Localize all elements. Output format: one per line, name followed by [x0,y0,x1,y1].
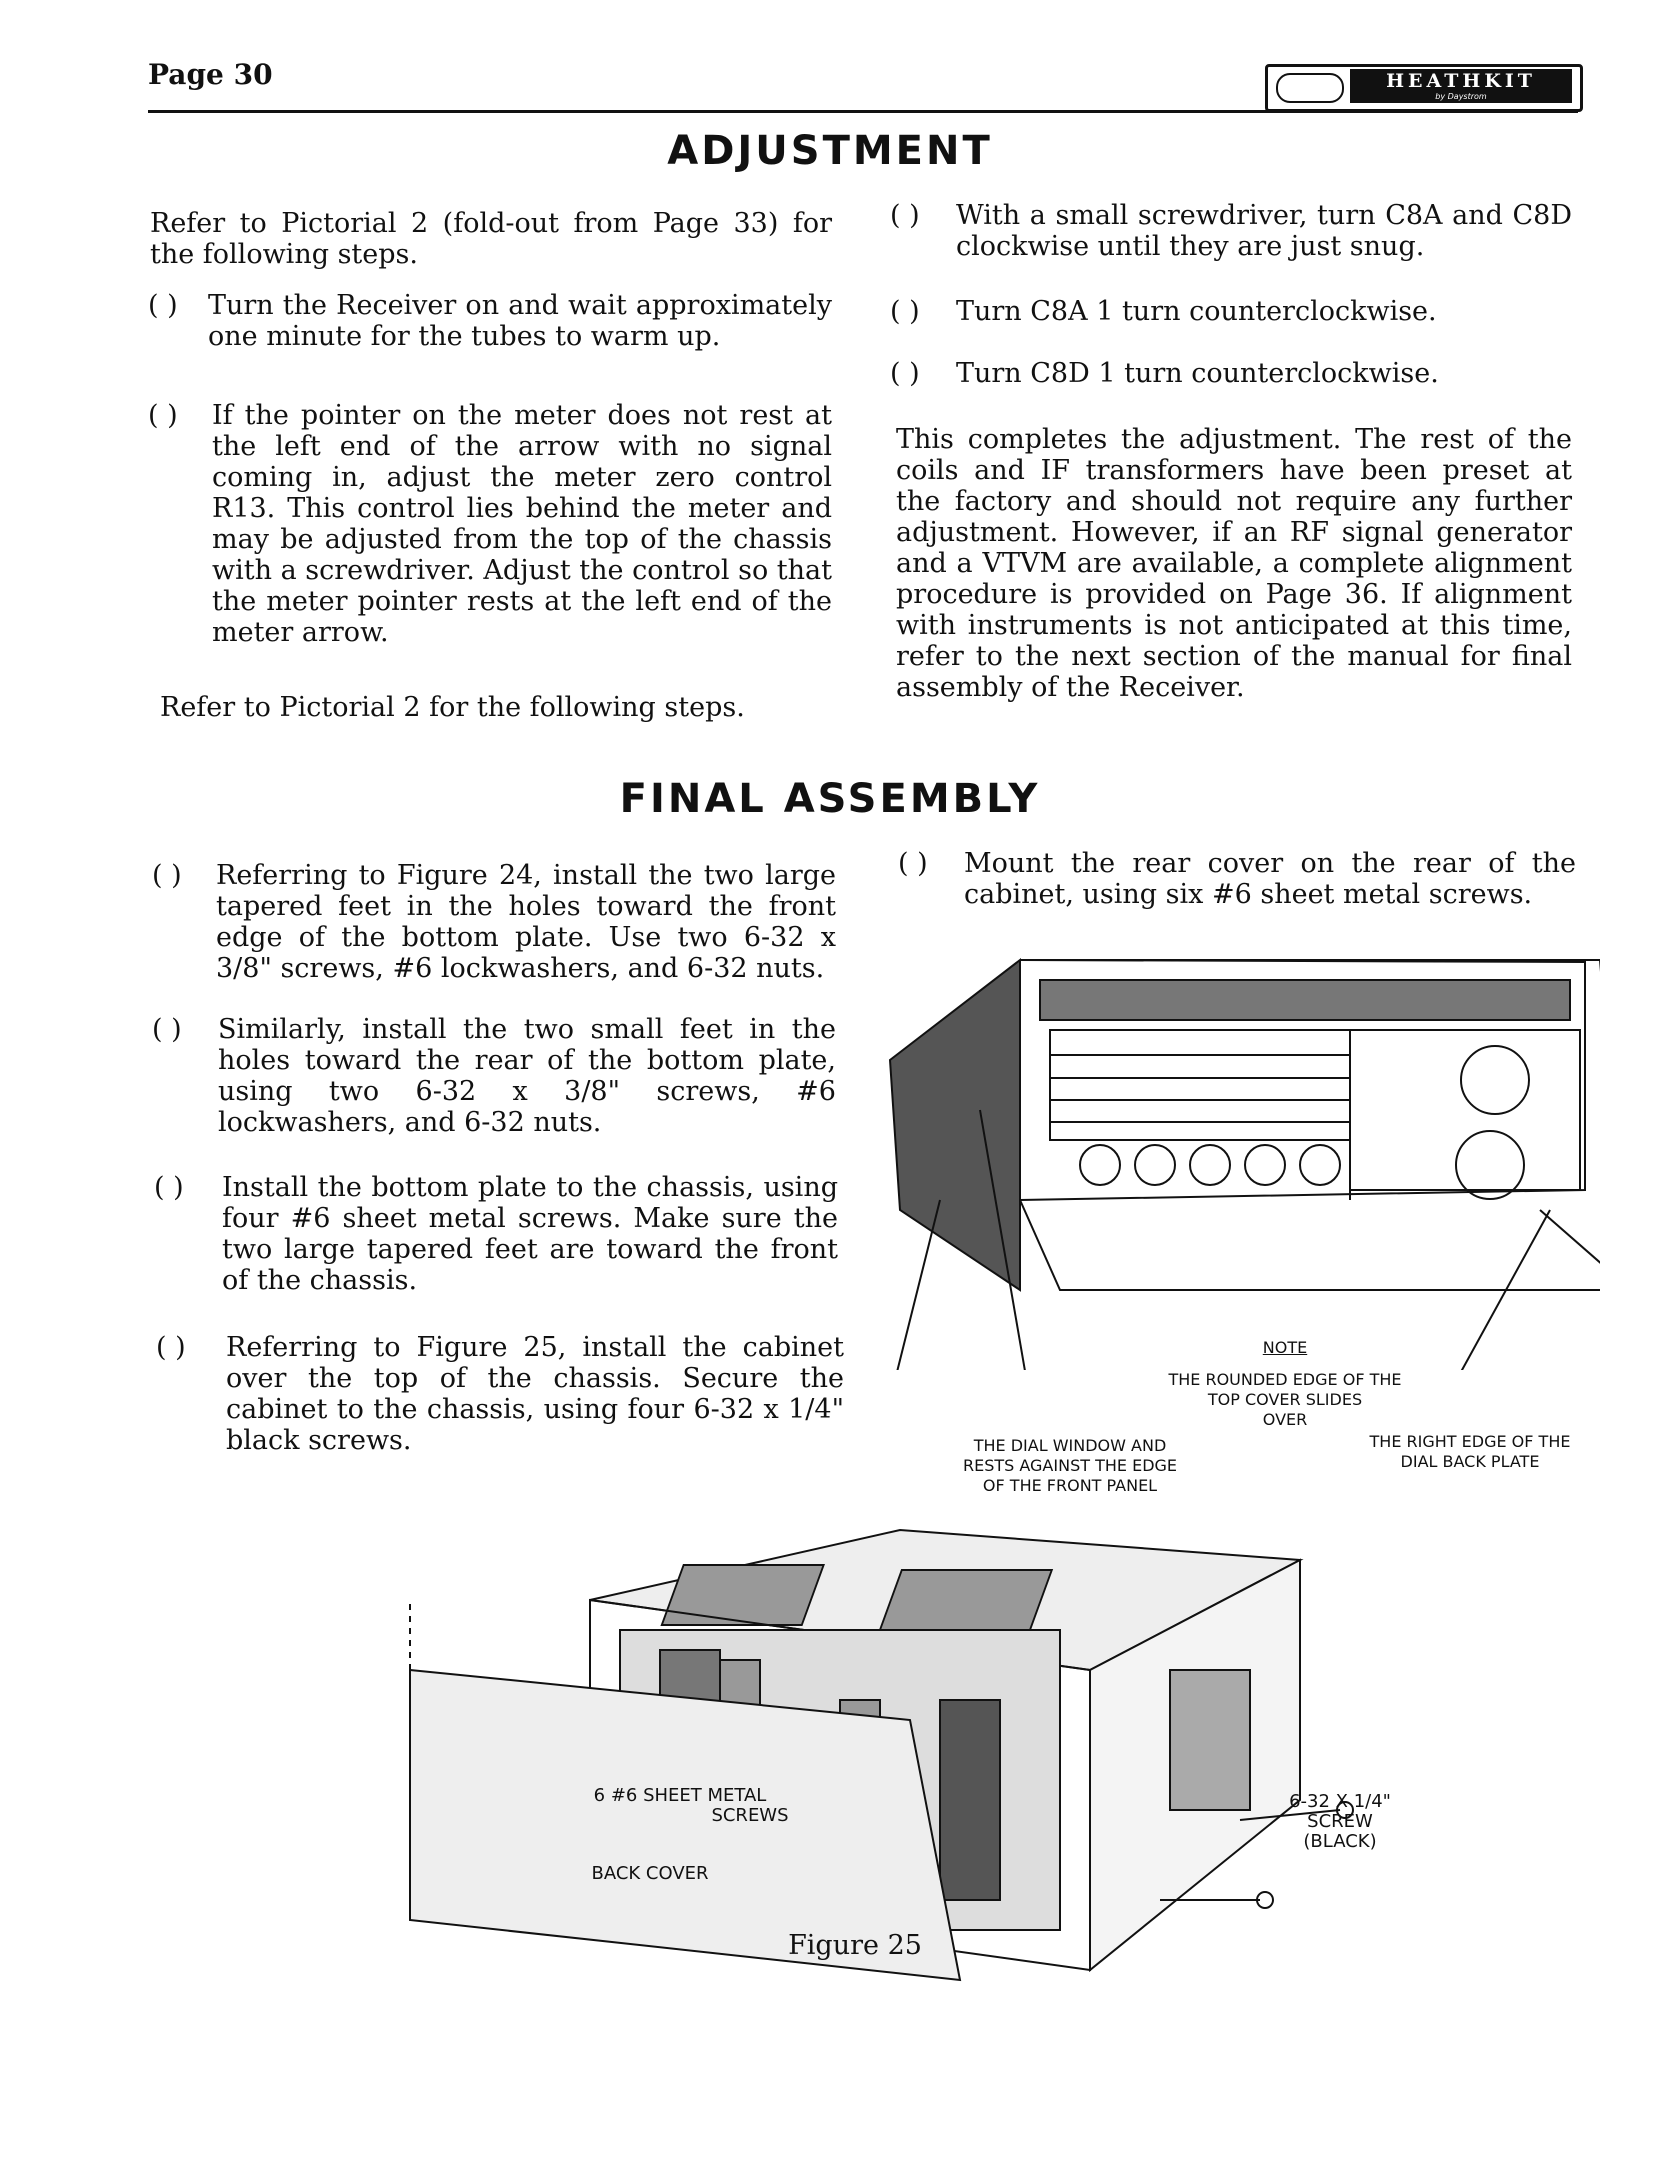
dial-panel-illustration [880,950,1600,1370]
checkbox-mark[interactable]: ( ) [890,358,920,389]
knob-icon [1456,1131,1524,1199]
figure-caption: Figure 25 [788,1930,922,1961]
adjustment-completion: This completes the adjustment. The rest of the coils and IF transformers have been preset at the factory and should not require any further adjustment. However, if an RF signal generator and a VTVM are available, a complete alignment procedure is provided on Page 36. If alignment with instruments is not anticipated at this time, refer to the next section of the manual for final assembly of the Receiver. [896,424,1572,703]
receiver-back-cover-illustration [400,1520,1420,2040]
top-cover-edge [1040,980,1570,1020]
note-line-2: TOP COVER SLIDES [1207,1390,1363,1409]
adjustment-step-1: ( ) Turn the Receiver on and wait approximately one minute for the tubes to warm up. [148,290,832,352]
knob-icon [1190,1145,1230,1185]
final-step-4: ( ) Referring to Figure 25, install the cabinet over the top of the chassis. Secure the cabinet to the chassis, using four 6-32 x 1/4" black screws. [156,1332,844,1456]
adjustment-outro: Refer to Pictorial 2 for the following steps. [160,692,745,723]
checkbox-mark[interactable]: ( ) [152,860,182,891]
final-step-1: ( ) Referring to Figure 24, install the two large tapered feet in the holes toward the front edge of the bottom plate. Use two 6-32 x 3/8" screws, #6 lockwashers, and 6-32 nuts. [152,860,836,984]
checkbox-mark[interactable]: ( ) [156,1332,186,1363]
dial-window-label-2: RESTS AGAINST THE EDGE [962,1456,1178,1475]
final-assembly-heading: FINAL ASSEMBLY [619,776,1041,822]
checkbox-mark[interactable]: ( ) [890,200,920,231]
note-line-1: THE ROUNDED EDGE OF THE [1168,1370,1402,1389]
page-number: Page 30 [148,58,273,91]
checkbox-mark[interactable]: ( ) [154,1172,184,1203]
side-vent [1170,1670,1250,1810]
final-step-2: ( ) Similarly, install the two small feet in the holes toward the rear of the bottom plate, using two 6-32 x 3/8" screws, #6 lockwashers, and 6-32 nuts. [152,1014,836,1138]
dial-back-plate-label-2: DIAL BACK PLATE [1400,1452,1540,1471]
checkbox-mark[interactable]: ( ) [898,848,928,879]
final-step-3: ( ) Install the bottom plate to the chassis, using four #6 sheet metal screws. Make sure the two large tapered feet are toward the front of the chassis. [154,1172,838,1296]
checkbox-mark[interactable]: ( ) [152,1014,182,1045]
adjustment-step-3: ( ) With a small screwdriver, turn C8A and C8D clockwise until they are just snug. [890,200,1572,262]
knob-icon [1080,1145,1120,1185]
dial-window-label-3: OF THE FRONT PANEL [982,1476,1158,1495]
note-title: NOTE [1262,1338,1308,1357]
logo-emblem-icon [1276,73,1344,103]
note-line-3: OVER [1262,1410,1308,1429]
logo-text: HEATHKIT by Daystrom [1350,69,1572,103]
adjustment-step-4: ( ) Turn C8A 1 turn counterclockwise. [890,296,1437,327]
black-screw-label-1: 6-32 X 1/4" [1289,1791,1391,1812]
dial-back-plate-label-1: THE RIGHT EDGE OF THE [1369,1432,1571,1451]
knob-icon [1245,1145,1285,1185]
cabinet-side-panel [890,960,1020,1290]
black-screw-label-3: (BLACK) [1303,1831,1377,1852]
sheet-metal-screws-label-1: 6 #6 SHEET METAL [593,1785,767,1806]
checkbox-mark[interactable]: ( ) [890,296,920,327]
header-rule [148,110,1578,113]
knob-icon [1300,1145,1340,1185]
adjustment-intro: Refer to Pictorial 2 (fold-out from Page 33) for the following steps. [150,208,832,270]
black-screw-label-2: SCREW [1307,1811,1373,1832]
vent-grille [880,1570,1052,1630]
vent-grille [662,1565,824,1625]
adjustment-step-2: ( ) If the pointer on the meter does not rest at the left end of the arrow with no signal coming in, adjust the meter zero control R13. This control lies behind the meter and may be adjusted from the top of the chassis with a screwdriver. Adjust the control so that the meter pointer rests at the left end of the meter arrow. [148,400,832,648]
adjustment-heading: ADJUSTMENT [667,128,993,174]
checkbox-mark[interactable]: ( ) [148,290,178,321]
back-cover-label: BACK COVER [591,1863,709,1884]
checkbox-mark[interactable]: ( ) [148,400,178,431]
final-step-5: ( ) Mount the rear cover on the rear of the cabinet, using six #6 sheet metal screws. [898,848,1576,910]
adjustment-step-5: ( ) Turn C8D 1 turn counterclockwise. [890,358,1439,389]
knob-icon [1135,1145,1175,1185]
dial-window-label-1: THE DIAL WINDOW AND [973,1436,1167,1455]
sheet-metal-screws-label-2: SCREWS [711,1805,789,1826]
heathkit-logo [1265,64,1583,112]
knob-icon [1461,1046,1529,1114]
